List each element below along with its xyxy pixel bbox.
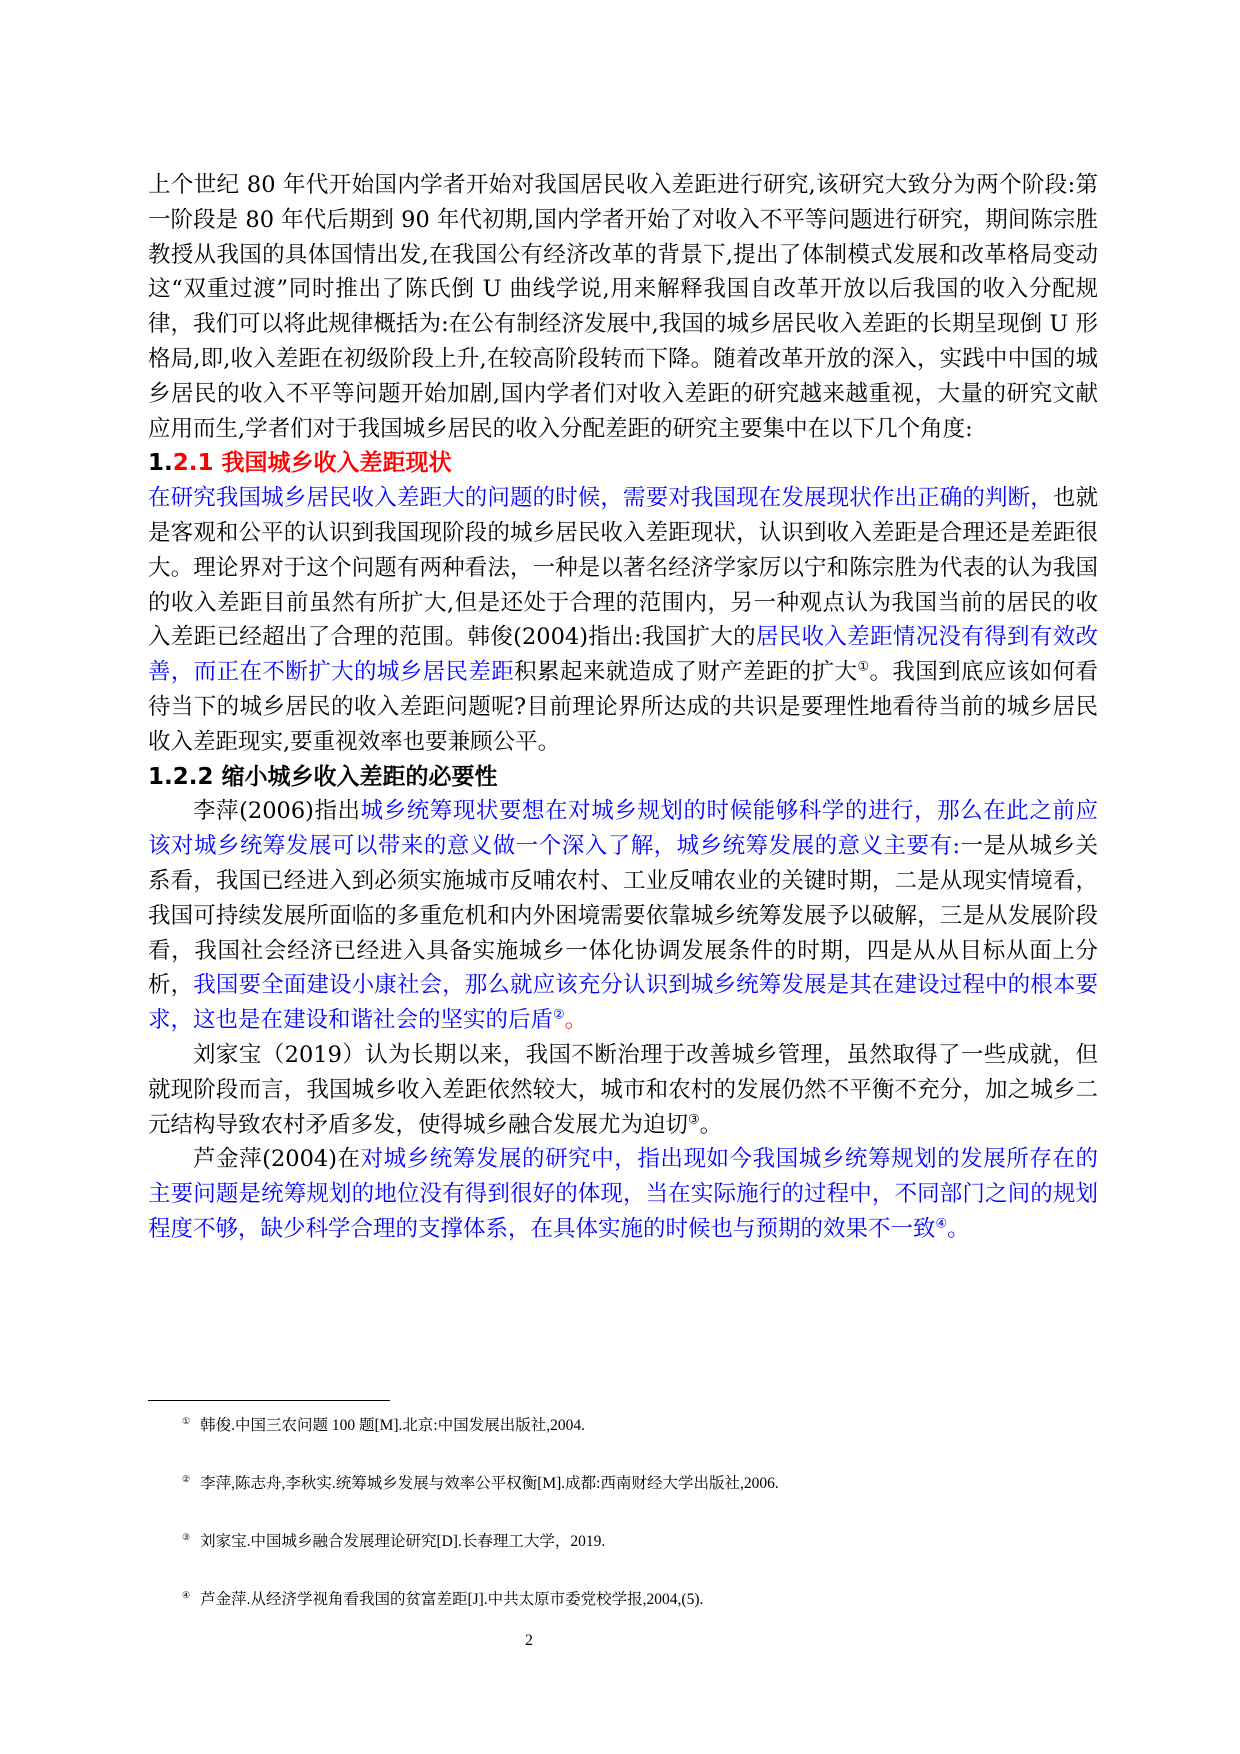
blue-text: 我国要全面建设小康社会，那么就应该充分认识到城乡统筹发展是其在建设过程中的根本要求，这也是在建设和谐社会的坚实的后盾 bbox=[148, 972, 1098, 1034]
blue-text: 居民收入差距情况没有得到有效改善，而正在不断扩大的城乡居民差距 bbox=[148, 624, 1098, 686]
footnote-ref-1[interactable]: ① bbox=[857, 659, 870, 675]
footnote-text: 芦金萍.从经济学视角看我国的贫富差距[J].中共太原市委党校学报,2004,(5). bbox=[200, 1591, 704, 1609]
body-text bbox=[148, 168, 1098, 1247]
footnote-text: 刘家宝.中国城乡融合发展理论研究[D].长春理工大学，2019. bbox=[200, 1533, 606, 1551]
text-run: 。我国到底应该如何看待当下的城乡居民的收入差距问题呢?目前理论界所达成的共识是要理性地看待当前的城乡居民收入差距现实,要重视效率也要兼顾公平。 bbox=[148, 659, 1098, 755]
footnote-mark: ① bbox=[182, 1416, 191, 1426]
footnote-item bbox=[182, 1410, 1082, 1437]
blue-text: 对城乡统筹发展的研究中，指出现如今我国城乡统筹规划的发展所存在的主要问题是统筹规划的地位没有得到很好的体现，当在实际施行的过程中，不同部门之间的规划程度不够，缺少科学合理的支撑体系，在具体实施的时候也与预期的效果不一致 bbox=[148, 1146, 1098, 1242]
heading-red-text: 2.1 我国城乡收入差距现状 bbox=[172, 450, 452, 477]
text-run: 李萍(2006)指出 bbox=[193, 798, 361, 825]
footnote-item bbox=[182, 1584, 1082, 1611]
text-run: 积累起来就造成了财产差距的扩大 bbox=[514, 659, 858, 686]
footnote-item bbox=[182, 1526, 1082, 1553]
text-run: 。 bbox=[699, 1111, 723, 1138]
text-run: 芦金萍(2004)在 bbox=[193, 1146, 361, 1173]
text-run: 一是从城乡关系看，我国已经进入到必须实施城市反哺农村、工业反哺农业的关键时期，二是从现实情境看，我国可持续发展所面临的多重危机和内外困境需要依靠城乡统筹发展予以破解，三是从发展阶段看，我国社会经济已经进入具备实施城乡一体化协调发展条件的时期，四是从从目标从面上分析， bbox=[148, 833, 1098, 999]
footnote-text: 李萍,陈志舟,李秋实.统筹城乡发展与效率公平权衡[M].成都:西南财经大学出版社,2006. bbox=[200, 1475, 779, 1493]
paragraph-li-ping bbox=[148, 794, 1098, 1038]
footnote-text: 韩俊.中国三农问题 100 题[M].北京:中国发展出版社,2004. bbox=[200, 1417, 585, 1435]
page-number: 2 bbox=[525, 1632, 533, 1649]
text-run: 刘家宝（2019）认为长期以来，我国不断治理于改善城乡管理，虽然取得了一些成就，但就现阶段而言，我国城乡收入差距依然较大，城市和农村的发展仍然不平衡不充分，加之城乡二元结构导致农村矛盾多发，使得城乡融合发展尤为迫切 bbox=[148, 1041, 1098, 1138]
footnote-divider bbox=[148, 1400, 390, 1401]
text-run: 也就是客观和公平的认识到我国现阶段的城乡居民收入差距现状，认识到收入差距是合理还是差距很大。理论界对于这个问题有两种看法，一种是以著名经济学家厉以宁和陈宗胜为代表的认为我国的收入差距目前虽然有所扩大,但是还处于合理的范围内，另一种观点认为我国当前的居民的收入差距已经超出了合理的范围。韩俊(2004)指出:我国扩大的 bbox=[148, 485, 1098, 651]
footnote-ref-2[interactable]: ② bbox=[553, 1007, 565, 1023]
footnote-ref-4[interactable]: ④ bbox=[935, 1216, 948, 1232]
footnote-mark: ④ bbox=[182, 1590, 191, 1601]
paragraph-lu-jinping bbox=[148, 1142, 1098, 1246]
heading-prefix: 1. bbox=[148, 450, 173, 477]
footnote-mark: ③ bbox=[182, 1532, 191, 1543]
blue-text: 在研究我国城乡居民收入差距大的问题的时候，需要对我国现在发展现状作出正确的判断， bbox=[148, 485, 1053, 512]
footnote-mark: ② bbox=[182, 1474, 191, 1485]
section-heading-1-2-2: 1.2.2 缩小城乡收入差距的必要性 bbox=[148, 763, 498, 790]
section-heading-1-2-1 bbox=[148, 446, 1098, 481]
footnote-ref-3[interactable]: ③ bbox=[688, 1112, 700, 1128]
footnotes bbox=[182, 1410, 1082, 1643]
red-period: 。 bbox=[564, 1007, 588, 1034]
intro-paragraph: 上个世纪 80 年代开始国内学者开始对我国居民收入差距进行研究,该研究大致分为两个阶段:第一阶段是 80 年代后期到 90 年代初期,国内学者开始了对收入不平等问题进行研究，期间陈宗胜教授从我国的具体国情出发,在我国公有经济改革的背景下,提出了体制模式发展和改革格局变动这“双重过渡”同时推出了陈氏倒 U 曲线学说,用来解释我国自改革开放以后我国的收入分配规律，我们可以将此规律概括为:在公有制经济发展中,我国的城乡居民收入差距的长期呈现倒 U 形格局,即,收入差距在初级阶段上升,在较高阶段转而下降。随着改革开放的深入，实践中中国的城乡居民的收入不平等问题开始加剧,国内学者们对收入差距的研究越来越重视，大量的研究文献应用而生,学者们对于我国城乡居民的收入分配差距的研究主要集中在以下几个角度: bbox=[148, 172, 1098, 442]
paragraph-liu-jiabao bbox=[148, 1038, 1098, 1142]
footnote-item bbox=[182, 1468, 1082, 1495]
paragraph-current-status bbox=[148, 481, 1098, 759]
blue-period: 。 bbox=[947, 1215, 970, 1242]
blue-text: 城乡统筹现状要想在对城乡规划的时候能够科学的进行，那么在此之前应该对城乡统筹发展可以带来的意义做一个深入了解，城乡统筹发展的意义主要有: bbox=[148, 798, 1098, 860]
